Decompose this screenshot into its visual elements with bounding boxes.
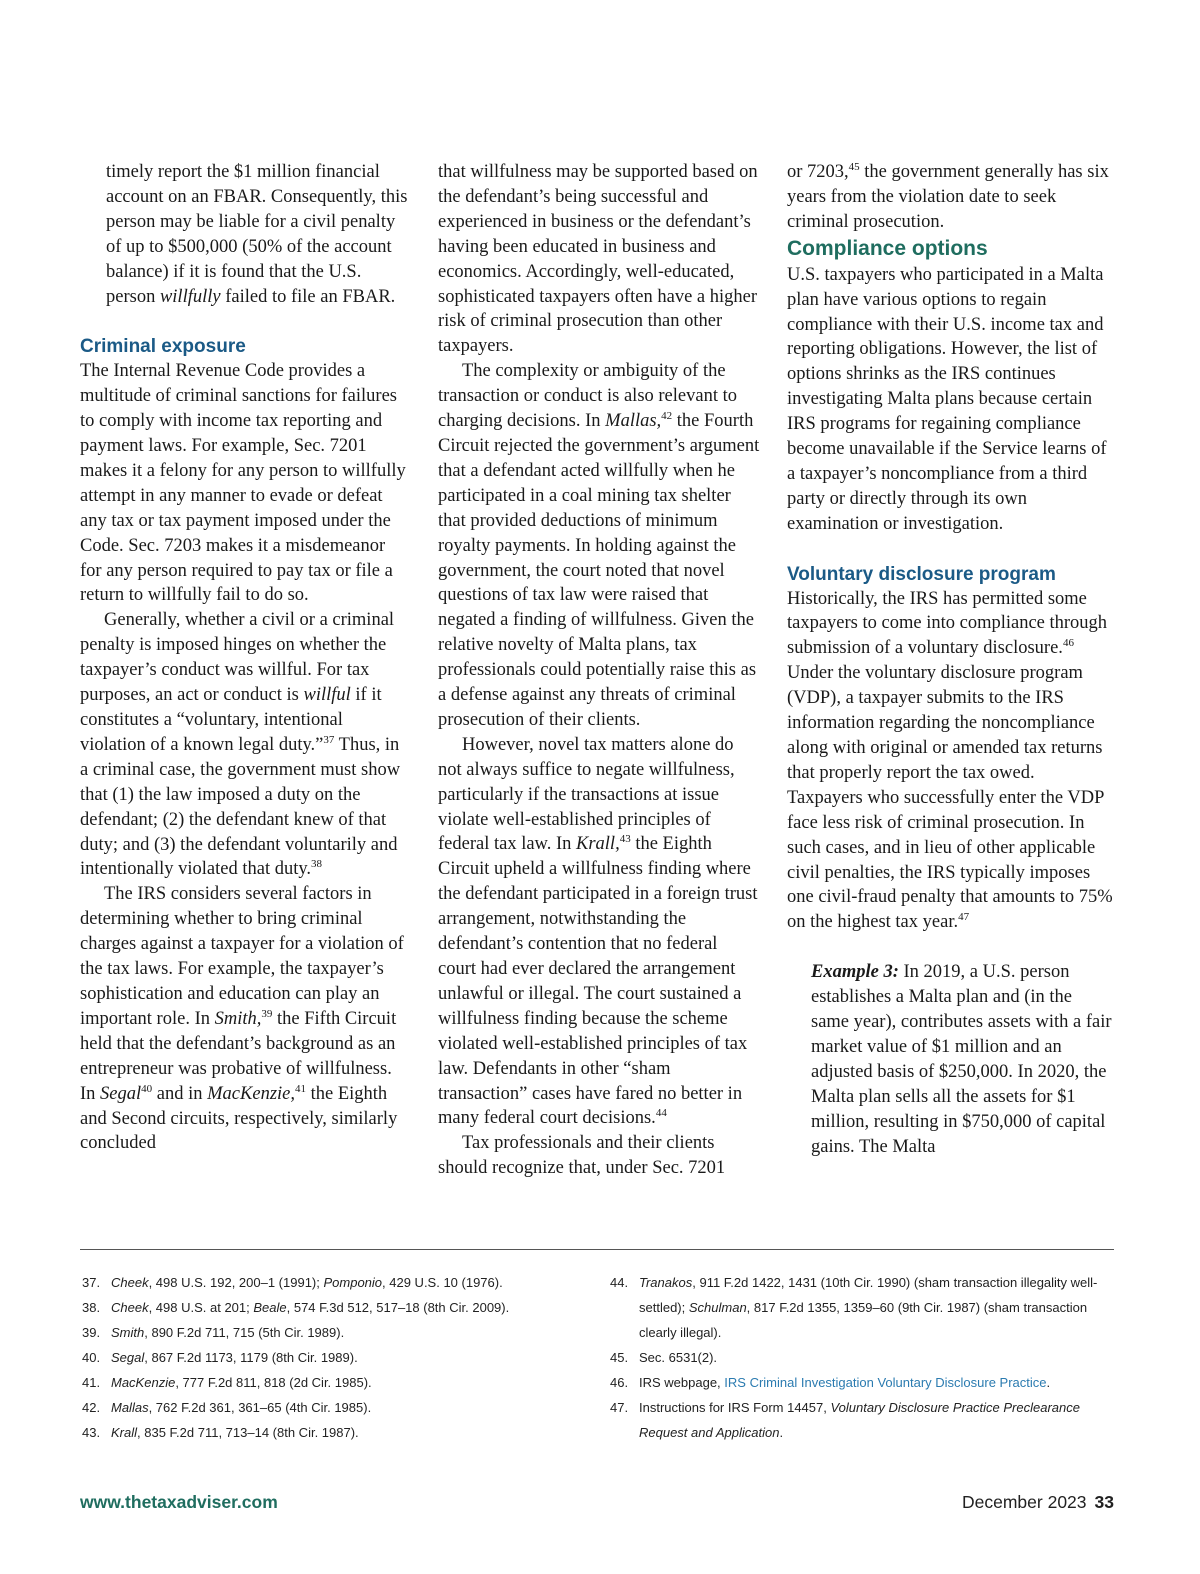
paragraph: The IRS considers several factors in determining whether to bring criminal charges against a taxpayer for a violation of the tax laws. For example, the taxpayer’s sophistication and education can play an important role. In Smith,$^{39}$ the Fifth Circuit held that the defendant’s background as an entrepreneur was probative of willfulness. In Segal$^{40}$ and in MacKenzie,$^{41}$ the Eighth and Second circuits, respectively, similarly concluded bbox=[80, 884, 404, 1154]
paragraph: or 7203,45 the government generally has six years from the violation date to seek criminal prosecution. bbox=[787, 161, 1109, 232]
paragraph: The Internal Revenue Code provides a multitude of criminal sanctions for failures to comply with income tax reporting and payment laws. For example, Sec. 7201 makes it a felony for any person to willfully attempt in any manner to evade or defeat any tax or tax payment imposed under the Code. Sec. 7203 makes it a misdemeanor for any person required to pay tax or file a return to willfully fail to do so. bbox=[80, 361, 406, 606]
issue-date: December 2023 bbox=[962, 1492, 1087, 1512]
footnote-item: 41. MacKenzie, 777 F.2d 811, 818 (2d Cir. 1985). bbox=[82, 1375, 372, 1390]
heading-voluntary-disclosure: Voluntary disclosure program bbox=[787, 563, 1056, 585]
example-label: Example 3: bbox=[811, 962, 899, 983]
footnotes-left bbox=[82, 1270, 582, 1445]
footnote-ref[interactable]: 47 bbox=[958, 911, 970, 924]
footnote-item: 38. Cheek, 498 U.S. at 201; Beale, 574 F.3d 512, 517–18 (8th Cir. 2009). bbox=[82, 1300, 510, 1315]
footnote-ref[interactable]: 40 bbox=[141, 1082, 153, 1095]
footnote-ref[interactable]: 37 bbox=[323, 733, 335, 746]
footnote-ref[interactable]: 42 bbox=[661, 410, 673, 423]
footnote-divider bbox=[80, 1249, 1114, 1250]
footnote-item: 44. Tranakos, 911 F.2d 1422, 1431 (10th Cir. 1990) (sham transaction illegality well-settled); Schulman, 817 F.2d 1355, 1359–60 (9th Cir. 1987) (sham transaction clearly illegal). bbox=[610, 1275, 1098, 1340]
paragraph: Generally, whether a civil or a criminal penalty is imposed hinges on whether the taxpayer’s conduct was willful. For tax purposes, an act or conduct is willful if it constitutes a “voluntary, intentional violation of a known legal duty.”$^{37}$ Thus, in a criminal case, the government must show that (1) the law imposed a duty on the defendant; (2) the defendant knew of that duty; and (3) the defendant voluntarily and intentionally violated that duty.$^{38}$ bbox=[80, 610, 401, 880]
heading-compliance-options: Compliance options bbox=[787, 236, 988, 260]
footnote-ref[interactable]: 43 bbox=[619, 833, 631, 846]
paragraph: However, novel tax matters alone do not always suffice to negate willfulness, particularly if the transactions at issue violate well-established principles of federal tax law. In Krall,$^{43}$ the Eighth Circuit upheld a willfulness finding where the defendant participated in a foreign trust arrangement, notwithstanding the defendant’s contention that no federal court had ever declared the arrangement unlawful or illegal. The court sustained a willfulness finding because the scheme violated well-established principles of tax law. Defendants in other “sham transaction” cases have fared no better in many federal court decisions.$^{44}$ bbox=[438, 734, 758, 1129]
page-number: 33 bbox=[1094, 1492, 1114, 1512]
irs-vdp-link[interactable]: IRS Criminal Investigation Voluntary Disclosure Practice bbox=[724, 1375, 1047, 1390]
footnote-item: 45. Sec. 6531(2). bbox=[610, 1350, 718, 1365]
website-link[interactable]: www.thetaxadviser.com bbox=[80, 1492, 278, 1512]
footnotes-right bbox=[610, 1270, 1116, 1445]
footnote-item: 39. Smith, 890 F.2d 711, 715 (5th Cir. 1989). bbox=[82, 1325, 345, 1340]
paragraph: Historically, the IRS has permitted some taxpayers to come into compliance through submission of a voluntary disclosure.$^{46}$ Under the voluntary disclosure program (VDP), a taxpayer submits to the IRS information regarding the noncompliance along with original or amended tax returns that properly report the tax owed. Taxpayers who successfully enter the VDP face less risk of criminal prosecution. In such cases, and in lieu of other applicable civil penalties, the IRS typically imposes one civil-fraud penalty that amounts to 75% on the highest tax year.$^{47}$ bbox=[787, 588, 1113, 933]
example-box bbox=[787, 960, 1113, 1159]
paragraph: U.S. taxpayers who participated in a Malta plan have various options to regain compliance with their U.S. income tax and reporting obligations. However, the list of options shrinks as the IRS continues investigating Malta plans because certain IRS programs for regaining compliance become unavailable if the Service learns of a taxpayer’s noncompliance from a third party or directly through its own examination or investigation. bbox=[787, 264, 1107, 534]
footnote-ref[interactable]: 39 bbox=[261, 1007, 273, 1020]
continued-paragraph: timely report the $1 million financial account on an FBAR. Consequently, this person may be liable for a civil penalty of up to $500,000 (50% of the account balance) if it is found that the U.S. person willfully failed to file an FBAR. bbox=[106, 162, 408, 307]
footnote-item: 43. Krall, 835 F.2d 711, 713–14 (8th Cir. 1987). bbox=[82, 1425, 359, 1440]
footnote-item: 42. Mallas, 762 F.2d 361, 361–65 (4th Cir. 1985). bbox=[82, 1400, 372, 1415]
footnote-ref[interactable]: 45 bbox=[848, 161, 860, 173]
heading-criminal-exposure: Criminal exposure bbox=[80, 336, 246, 358]
footnote-ref[interactable]: 38 bbox=[311, 858, 323, 871]
footnote-ref[interactable]: 46 bbox=[1062, 637, 1074, 650]
column-3 bbox=[787, 160, 1113, 1159]
footnote-ref[interactable]: 44 bbox=[655, 1107, 667, 1120]
footnote-ref[interactable]: 41 bbox=[295, 1082, 306, 1095]
paragraph: The complexity or ambiguity of the transaction or conduct is also relevant to charging decisions. In Mallas,$^{42}$ the Fourth Circuit rejected the government’s argument that a defendant acted willfully when he participated in a coal mining tax shelter that provided deductions of minimum royalty payments. In holding against the government, the court noted that novel questions of tax law were raised that negated a finding of willfulness. Given the relative novelty of Malta plans, tax professionals could potentially raise this as a defense against any threats of criminal prosecution of their clients. bbox=[438, 361, 760, 730]
paragraph: that willfulness may be supported based on the defendant’s being successful and experienced in business or the defendant’s having been educated in business and economics. Accordingly, well-educated, sophisticated taxpayers often have a higher risk of criminal prosecution than other taxpayers. bbox=[438, 162, 758, 357]
page-footer bbox=[962, 1492, 1114, 1513]
footnote-item: 47. Instructions for IRS Form 14457, Voluntary Disclosure Practice Preclearance Request and Application. bbox=[610, 1400, 1080, 1440]
example-text: In 2019, a U.S. person establishes a Malta plan and (in the same year), contributes assets with a fair market value of $1 million and an adjusted basis of $250,000. In 2020, the Malta plan sells all the assets for $1 million, resulting in $750,000 of capital gains. The Malta bbox=[811, 962, 1112, 1157]
column-1 bbox=[80, 160, 410, 1156]
column-2 bbox=[438, 160, 760, 1181]
paragraph: Tax professionals and their clients should recognize that, under Sec. 7201 bbox=[438, 1133, 726, 1179]
footnote-item: 46. IRS webpage, IRS Criminal Investigation Voluntary Disclosure Practice. bbox=[610, 1375, 1051, 1390]
footnote-item: 37. Cheek, 498 U.S. 192, 200–1 (1991); Pomponio, 429 U.S. 10 (1976). bbox=[82, 1275, 503, 1290]
footnote-item: 40. Segal, 867 F.2d 1173, 1179 (8th Cir. 1989). bbox=[82, 1350, 358, 1365]
